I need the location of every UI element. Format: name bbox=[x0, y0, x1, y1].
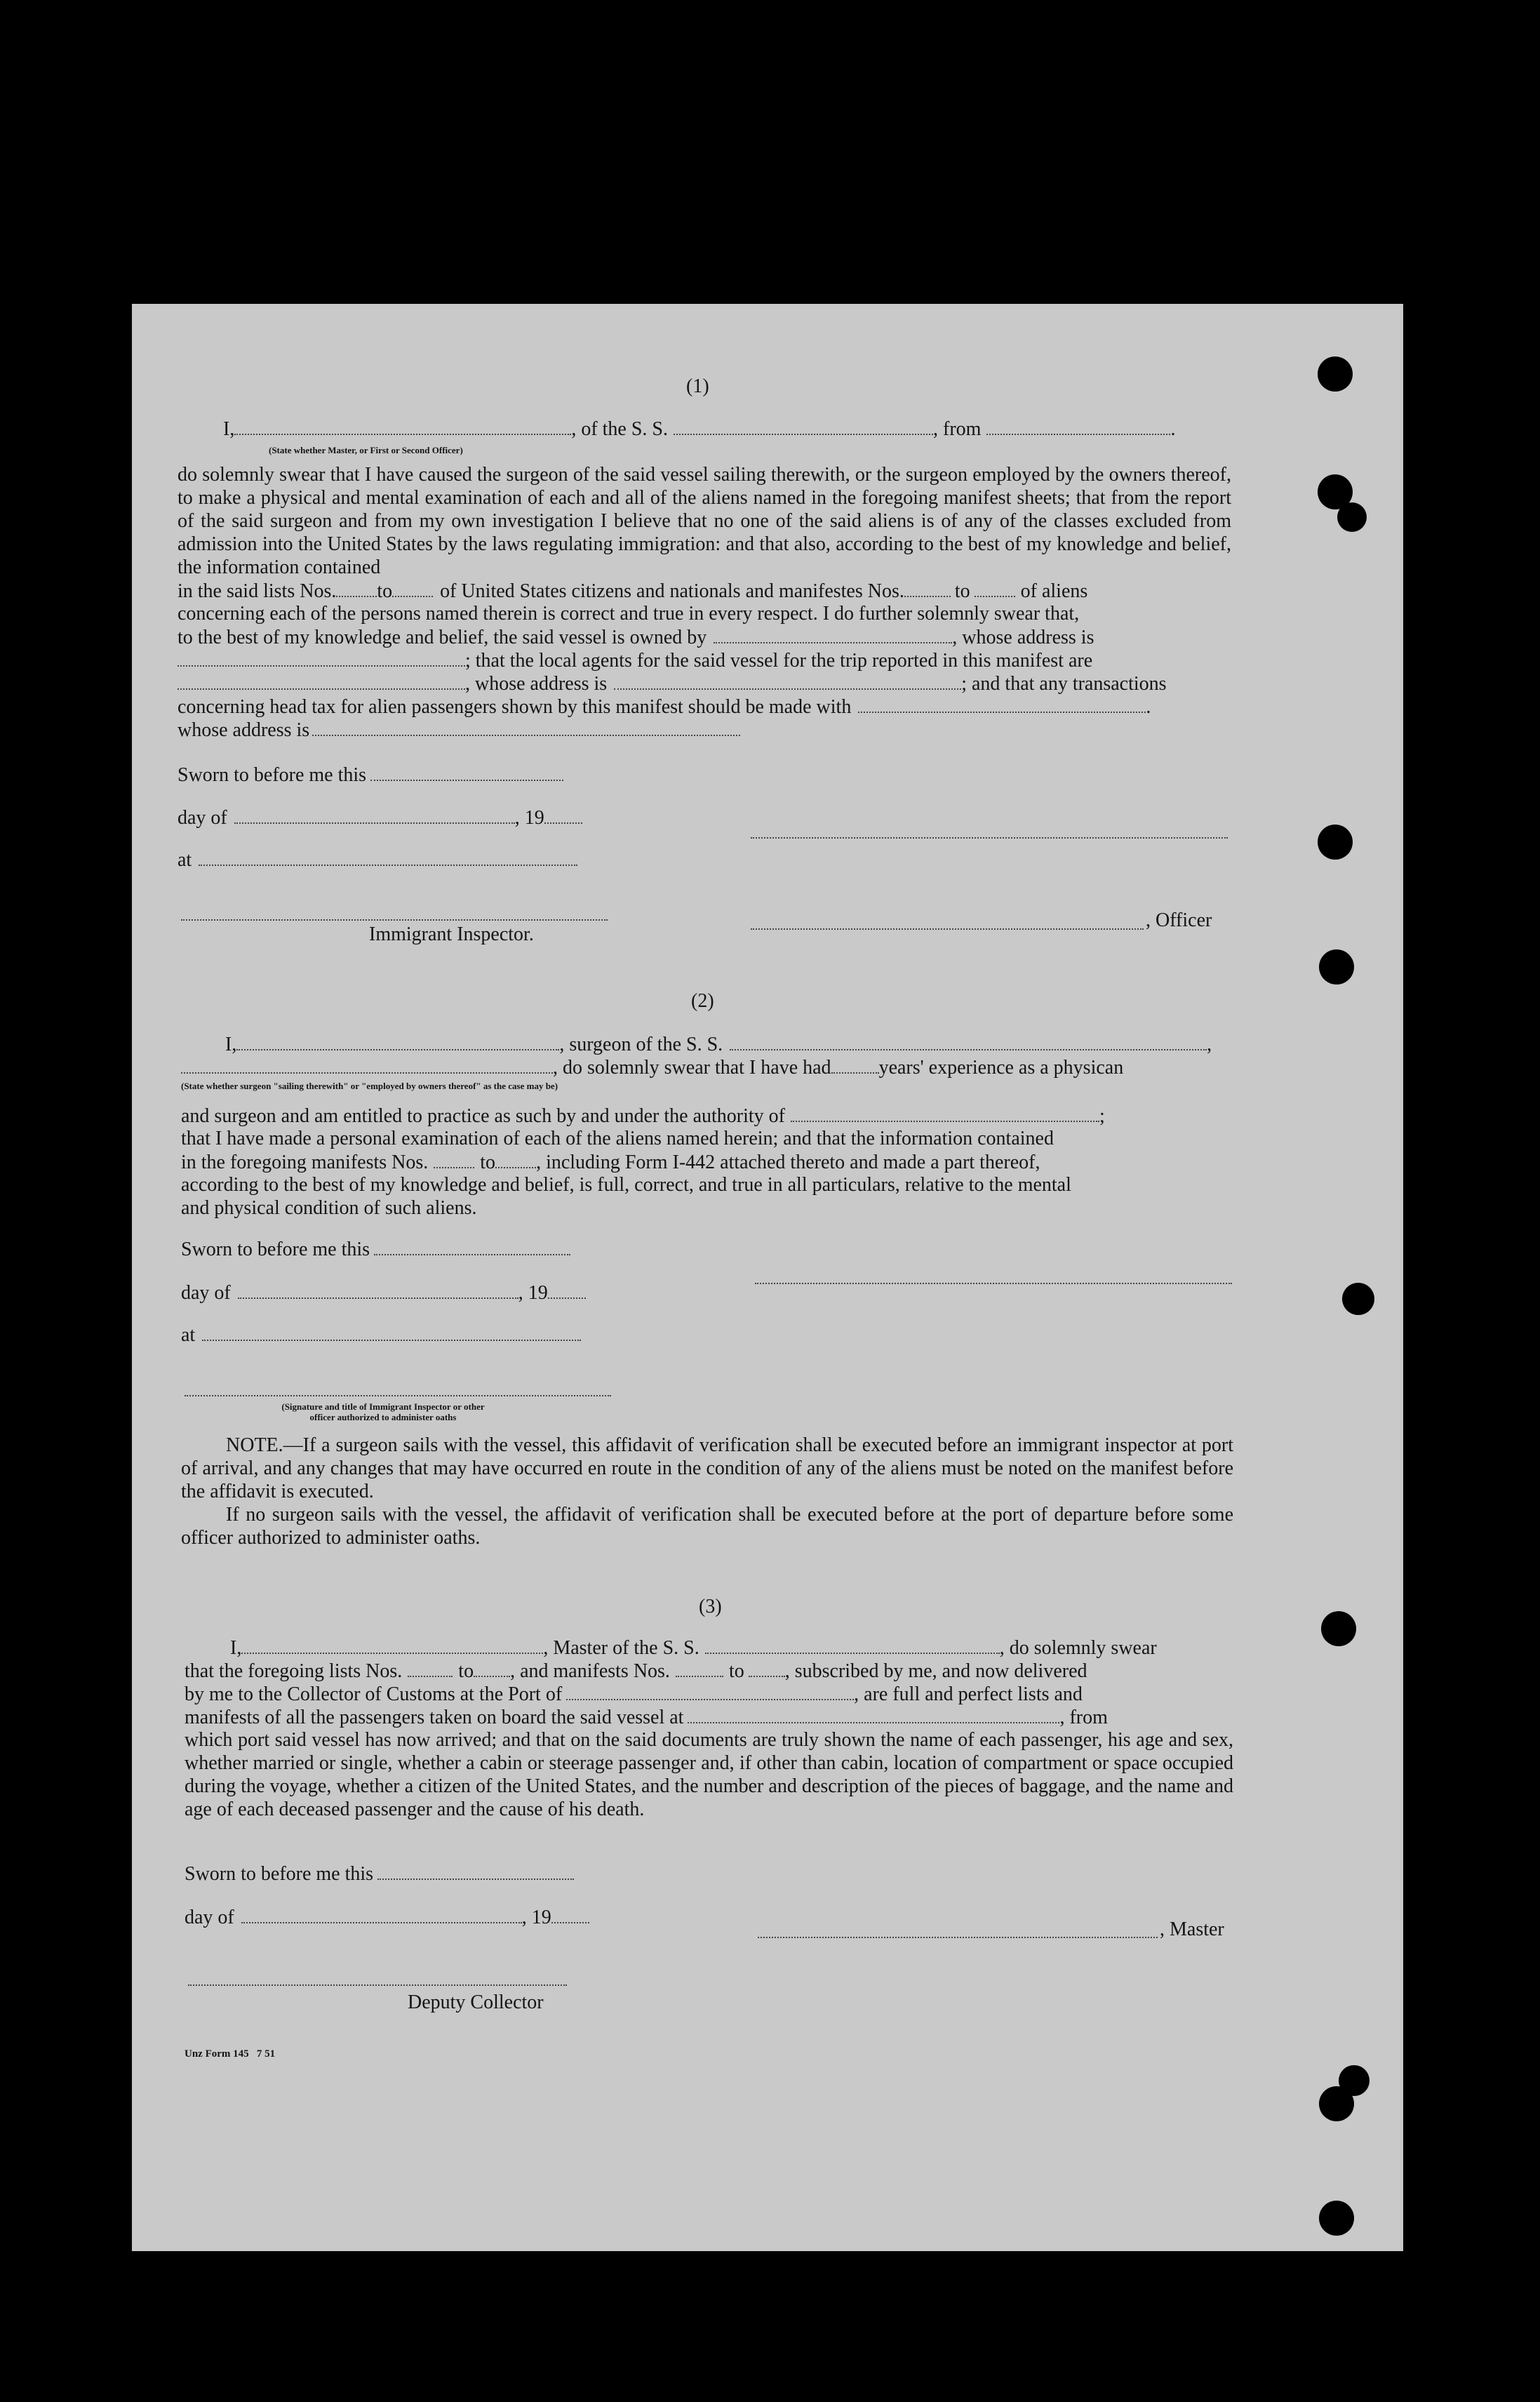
of-aliens-label: of aliens bbox=[1020, 580, 1088, 602]
whose-address-label: whose address is bbox=[178, 719, 310, 741]
lists-from-field[interactable] bbox=[408, 1659, 453, 1677]
section-3-body: which port said vessel has now arrived; and that on the said documents are truly shown the name of each passenger, his age and sex, whether married or single, whether a cabin or steerage passenger and, if other than cabin, location of compartment or space occupied during the voyage, whether a citizen of the United States, and the number and description of the pieces of baggage, and the name and age of each deceased passenger and the cause of his death. bbox=[185, 1729, 1233, 1820]
surgeon-note: NOTE.—If a surgeon sails with the vessel, this affidavit of verification shall be executed before an immigrant inspector at port of arrival, and any changes that may have occurred en route in the condition of any of the aliens must be noted on the manifest before the affidavit is executed. bbox=[181, 1434, 1233, 1502]
surgeon-name-field[interactable] bbox=[236, 1032, 559, 1050]
collector-label: by me to the Collector of Customs at the Port of bbox=[185, 1683, 563, 1705]
head-tax-line bbox=[178, 695, 1151, 719]
owner-address-field[interactable] bbox=[178, 648, 465, 667]
day-of-line bbox=[181, 1281, 586, 1305]
manifests-line bbox=[181, 1150, 1040, 1174]
year-label: , 19 bbox=[518, 1282, 548, 1304]
surgeon-line bbox=[225, 1032, 1212, 1056]
embarkation-port-field[interactable] bbox=[688, 1705, 1059, 1723]
whose-address-label: , whose address is bbox=[952, 627, 1094, 648]
sworn-line bbox=[181, 1237, 570, 1261]
vessel-name-field[interactable] bbox=[674, 417, 933, 435]
officer-name-field[interactable] bbox=[234, 417, 571, 435]
comma: , bbox=[1207, 1034, 1212, 1055]
sworn-label: Sworn to before me this bbox=[185, 1863, 374, 1885]
oath-i: I, bbox=[223, 418, 235, 440]
officer-name-line[interactable] bbox=[751, 928, 1144, 930]
binder-hole bbox=[1318, 356, 1353, 392]
sworn-day-field[interactable] bbox=[370, 763, 563, 781]
transactions-label: ; and that any transactions bbox=[961, 673, 1167, 695]
day-of-line bbox=[185, 1905, 589, 1929]
perfect-lists-label: , are full and perfect lists and bbox=[854, 1683, 1083, 1705]
authority-label: and surgeon and am entitled to practice as such by and under the authority of bbox=[181, 1105, 785, 1127]
agents-field[interactable] bbox=[178, 672, 465, 690]
lists-to-field[interactable] bbox=[474, 1659, 510, 1677]
from-label: , from bbox=[933, 418, 982, 440]
to-label: to bbox=[954, 580, 970, 602]
agents-line bbox=[178, 648, 1092, 672]
sworn-day-field[interactable] bbox=[374, 1237, 570, 1255]
binder-hole bbox=[1337, 502, 1367, 532]
owned-by-line bbox=[178, 625, 1094, 649]
to-label: to bbox=[728, 1660, 744, 1682]
inspector-signature-line[interactable] bbox=[181, 919, 608, 921]
head-tax-party-field[interactable] bbox=[858, 695, 1146, 713]
delivered-label: , subscribed by me, and now delivered bbox=[784, 1660, 1087, 1682]
at-line bbox=[181, 1323, 581, 1347]
master-line bbox=[230, 1636, 1157, 1660]
at-line bbox=[178, 848, 577, 872]
day-of-label: day of bbox=[181, 1282, 231, 1304]
agent-address-field[interactable] bbox=[614, 672, 961, 690]
owner-field[interactable] bbox=[714, 625, 952, 643]
physician-label: years' experience as a physican bbox=[878, 1057, 1124, 1079]
concerning-line: concerning each of the persons named therein is correct and true in every respect. I do further solemnly swear that, bbox=[178, 603, 1080, 625]
officer-signature-line[interactable] bbox=[751, 837, 1228, 839]
section-1-number: (1) bbox=[686, 375, 709, 397]
place-field[interactable] bbox=[202, 1323, 581, 1341]
swear-label: , do solemnly swear bbox=[999, 1637, 1157, 1659]
port-field[interactable] bbox=[566, 1682, 854, 1700]
binder-hole bbox=[1342, 1283, 1374, 1315]
manifests-label: in the foregoing manifests Nos. bbox=[181, 1152, 429, 1173]
oath-i: I, bbox=[230, 1637, 242, 1659]
sworn-label: Sworn to before me this bbox=[178, 764, 367, 786]
sworn-line bbox=[178, 763, 563, 787]
taken-on-board-line bbox=[185, 1705, 1108, 1729]
period: . bbox=[1170, 418, 1176, 440]
month-field[interactable] bbox=[234, 806, 515, 824]
binder-hole bbox=[1318, 825, 1353, 860]
to-label: to bbox=[458, 1660, 474, 1682]
manifests-label: , and manifests Nos. bbox=[510, 1660, 670, 1682]
manifests-to-field[interactable] bbox=[495, 1150, 536, 1168]
day-of-label: day of bbox=[178, 807, 227, 829]
master-label: , Master bbox=[1160, 1919, 1224, 1940]
month-field[interactable] bbox=[241, 1905, 522, 1923]
deputy-collector-label: Deputy Collector bbox=[408, 1991, 544, 2013]
years-field[interactable] bbox=[831, 1055, 879, 1074]
master-name-field[interactable] bbox=[241, 1636, 543, 1654]
head-tax-address-field[interactable] bbox=[312, 718, 740, 736]
owned-by-label: to the best of my knowledge and belief, the said vessel is owned by bbox=[178, 627, 707, 648]
at-label: at bbox=[181, 1324, 196, 1346]
according-line: according to the best of my knowledge and belief, is full, correct, and true in all particulars, relative to the mental bbox=[181, 1174, 1071, 1196]
deputy-signature-line[interactable] bbox=[188, 1984, 567, 1986]
taken-on-board-label: manifests of all the passengers taken on board the said vessel at bbox=[185, 1707, 684, 1728]
whose-address-line bbox=[178, 718, 740, 742]
binder-hole bbox=[1319, 2086, 1354, 2121]
binder-hole bbox=[1319, 2201, 1354, 2236]
manifests-from-field[interactable] bbox=[434, 1150, 474, 1168]
officer-note: (State whether Master, or First or Second Officer) bbox=[269, 445, 463, 455]
master-of-label: , Master of the S. S. bbox=[543, 1637, 699, 1659]
manifest-affidavit-sheet bbox=[132, 304, 1403, 2251]
lists-from-field[interactable] bbox=[336, 579, 377, 597]
lists-line bbox=[185, 1659, 1087, 1683]
lists-label: in the said lists Nos. bbox=[178, 580, 337, 602]
experience-line bbox=[181, 1055, 1123, 1079]
year-field[interactable] bbox=[551, 1905, 589, 1923]
whose-address-label: , whose address is bbox=[465, 673, 608, 695]
period: . bbox=[1146, 696, 1151, 718]
form-label: , including Form I-442 attached thereto and made a part thereof, bbox=[536, 1152, 1040, 1173]
manifests-from-field[interactable] bbox=[904, 579, 951, 597]
surgeon-status-note: (State whether surgeon "sailing therewith" or "employed by owners thereof" as the case may be) bbox=[181, 1081, 558, 1091]
agent-address-line bbox=[178, 672, 1167, 695]
surgeon-status-field[interactable] bbox=[181, 1055, 553, 1074]
immigrant-inspector-label: Immigrant Inspector. bbox=[369, 923, 534, 945]
semicolon: ; bbox=[1099, 1105, 1105, 1127]
signature-note bbox=[229, 1401, 537, 1422]
signature-note-line-1: (Signature and title of Immigrant Inspector or other bbox=[281, 1401, 485, 1412]
manifests-from-field[interactable] bbox=[676, 1659, 723, 1677]
officer-label: , Officer bbox=[1146, 909, 1212, 931]
section-3-number: (3) bbox=[699, 1596, 722, 1617]
manifests-label: of United States citizens and nationals and manifestes Nos. bbox=[440, 580, 904, 602]
section-1-paragraph: do solemnly swear that I have caused the surgeon of the said vessel sailing therewith, or the surgeon employed by the owners thereof, to make a physical and mental examination of each and all of the aliens named in the foregoing manifest sheets; that from the report of the said surgeon and from my own investigation I believe that no one of the said aliens is of any of the classes excluded from admission into the United States by the laws regulating immigration: and that also, according to the best of my knowledge and belief, the information contained bbox=[178, 464, 1231, 578]
binder-hole bbox=[1319, 949, 1354, 985]
from-port-field[interactable] bbox=[986, 417, 1170, 435]
head-tax-label: concerning head tax for alien passengers shown by this manifest should be made with bbox=[178, 696, 852, 718]
surgeon-of-label: , surgeon of the S. S. bbox=[559, 1034, 723, 1055]
signature-note-line-2: officer authorized to administer oaths bbox=[309, 1412, 457, 1422]
year-field[interactable] bbox=[544, 806, 582, 824]
sworn-day-field[interactable] bbox=[377, 1862, 574, 1880]
place-field[interactable] bbox=[199, 848, 577, 866]
vessel-name-field[interactable] bbox=[730, 1032, 1207, 1050]
of-ss-label: , of the S. S. bbox=[571, 418, 669, 440]
swear-label: , do solemnly swear that I have had bbox=[553, 1057, 831, 1079]
manifests-to-field[interactable] bbox=[749, 1659, 785, 1677]
from-label: , from bbox=[1059, 1707, 1108, 1728]
binder-hole bbox=[1321, 1611, 1356, 1646]
lists-to-field[interactable] bbox=[392, 579, 433, 597]
at-label: at bbox=[178, 849, 192, 871]
sworn-line bbox=[185, 1862, 574, 1886]
master-signature-line[interactable] bbox=[758, 1937, 1158, 1938]
lists-label: that the foregoing lists Nos. bbox=[185, 1660, 403, 1682]
agents-label: ; that the local agents for the said vessel for the trip reported in this manifest are bbox=[465, 650, 1093, 672]
authority-field[interactable] bbox=[791, 1104, 1099, 1122]
day-of-label: day of bbox=[185, 1907, 234, 1928]
physical-line: and physical condition of such aliens. bbox=[181, 1197, 477, 1219]
section-2-number: (2) bbox=[691, 990, 714, 1012]
surgeon-signature-line[interactable] bbox=[755, 1283, 1232, 1284]
year-field[interactable] bbox=[548, 1281, 586, 1299]
to-label: to bbox=[480, 1152, 496, 1173]
form-id: Unz Form 145 7 51 bbox=[185, 2048, 276, 2060]
month-field[interactable] bbox=[238, 1281, 518, 1299]
section-1-oath-line bbox=[223, 417, 1175, 441]
to-label: to bbox=[377, 580, 393, 602]
examination-line: that I have made a personal examination of each of the aliens named herein; and that the information contained bbox=[181, 1128, 1054, 1149]
vessel-name-field[interactable] bbox=[705, 1636, 1000, 1654]
entitled-line bbox=[181, 1104, 1105, 1128]
day-of-line bbox=[178, 806, 582, 829]
collector-line bbox=[185, 1682, 1083, 1706]
sworn-label: Sworn to before me this bbox=[181, 1239, 370, 1260]
inspector-signature-line[interactable] bbox=[185, 1395, 611, 1396]
no-surgeon-note: If no surgeon sails with the vessel, the affidavit of verification shall be executed before at the port of departure before some officer authorized to administer oaths. bbox=[181, 1504, 1233, 1549]
manifests-to-field[interactable] bbox=[975, 579, 1015, 597]
oath-i: I, bbox=[225, 1034, 237, 1055]
section-1-lists-line bbox=[178, 579, 1087, 603]
year-label: , 19 bbox=[514, 807, 544, 829]
year-label: , 19 bbox=[521, 1907, 551, 1928]
